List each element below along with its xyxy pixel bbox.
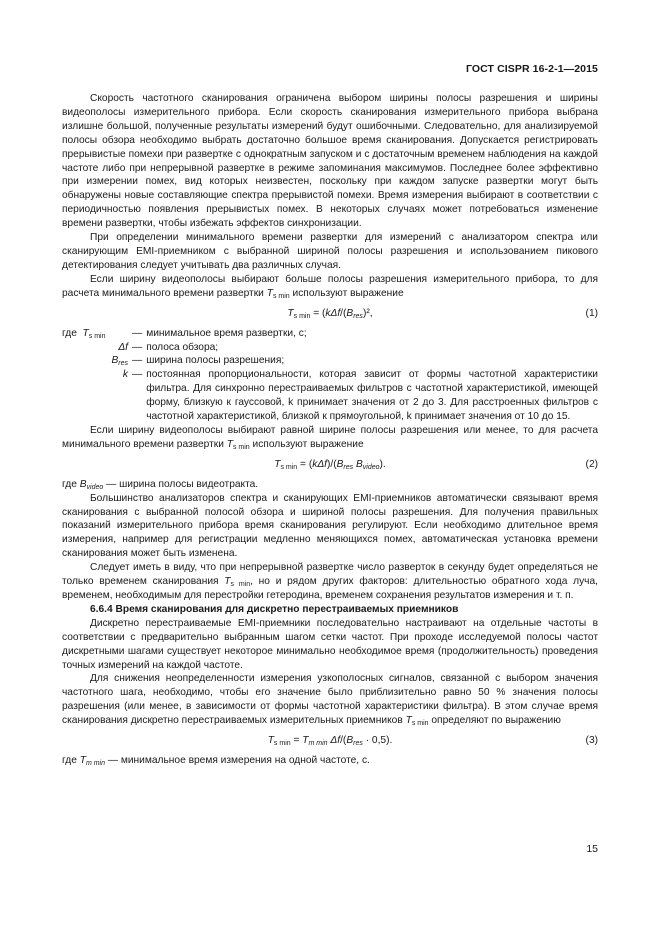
equation-2-formula: $T_{s min} = (k\Delta f)/(B_{res}$ $B_{video}$). [274, 458, 386, 471]
definition-item: где $T_{s min}$ — минимальное время развертки, с; [62, 327, 307, 340]
equation-1-number: (1) [585, 307, 598, 319]
paragraph: Дискретно перестраиваемые EMI-приемники последовательно настраивают на отдельные частоты в соответствии с предварительно выбранным шагом сетки частот. При проходе исследуемой полосы частот дискретными шагами существует некоторое минимально необходимое время (продолжительность) проведения точных измерений на каждой частоте. [62, 617, 598, 671]
definition-item: $B_{res}$ — ширина полосы разрешения; [111, 355, 285, 368]
equation-3-formula: $T_{s min} = T_{m min}$ $\Delta f/(B_{res} \cdot 0,5)$. [267, 735, 393, 748]
paragraph: Для снижения неопределенности измерения узкополосных сигналов, связанной с выбором значения частотного шага, необходимо, чтобы его значение было приблизительно равно 50 % значения полосы разрешения (или менее, в зависимости от формы частотной характеристики фильтра). В этом случае время сканирования дискретно перестраиваемых измерительных приемников $T_{s min}$ определяют по выражению [62, 673, 598, 728]
equation-3-number: (3) [585, 735, 598, 747]
paragraph: Следует иметь в виду, что при непрерывной развертке число разверток в секунду будет определяться не только временем сканирования $T_{s min}$, но и рядом других факторов: длительностью обратного хода луча, временем, необходимым для перестройки гетеродина, временем сохранения результатов измерения и т. п. [62, 562, 598, 601]
document-header: ГОСТ CISPR 16-2-1—2015 [465, 63, 598, 75]
equation-2 [62, 452, 598, 478]
paragraph: где $B_{video}$ — ширина полосы видеотракта. [62, 478, 259, 491]
definition-item: k — постоянная пропорциональности, которая зависит от формы частотной характеристики фильтра. Для синхронно перестраиваемых фильтров с частотной характеристикой, имеющей форму, близкую к гауссовой, k принимает значения от 2 до 3. Для расстроенных фильтров с частотной характеристикой, близкой к прямоугольной, k принимает значения от 10 до 15. [122, 369, 598, 423]
paragraph: Большинство анализаторов спектра и сканирующих EMI-приемников автоматически связывают время сканирования с выбранной полосой обзора и шириной полосы разрешения. Для получения правильных показаний измерительного прибора время сканирования регулируют. Если необходимо длительное время измерения, например для регистрации медленно меняющихся помех, автоматическая установка времени сканирования может быть изменена. [62, 492, 598, 560]
equation-2-number: (2) [585, 458, 598, 470]
equation-1 [62, 301, 598, 327]
equation-1-formula: $T_{s min} = (k\Delta f/(B_{res})^2$, [287, 307, 373, 320]
document-body [62, 92, 598, 768]
definition-item: Δf — полоса обзора; [118, 341, 219, 353]
definitions-list [62, 327, 598, 424]
paragraph: Если ширину видеополосы выбирают больше полосы разрешения измерительного прибора, то для расчета минимального времени развертки $T_{s min}$ используют выражение [62, 273, 598, 300]
paragraph: Если ширину видеополосы выбирают равной ширине полосы разрешения или менее, то для расчета минимального времени развертки $T_{s min}$ используют выражение [62, 424, 598, 451]
equation-3 [62, 728, 598, 754]
section-heading: 6.6.4 Время сканирования для дискретно перестраиваемых приемников [90, 603, 459, 615]
paragraph: где $T_{m min}$ — минимальное время измерения на одной частоте, с. [62, 755, 370, 768]
paragraph: При определении минимального времени развертки для измерений с анализатором спектра или сканирующим EMI-приемником с выбранной шириной полосы разрешения и использованием пикового детектирования следует учитывать два различных случая. [62, 232, 598, 271]
page-number: 15 [586, 843, 598, 855]
paragraph: Скорость частотного сканирования ограничена выбором ширины полосы разрешения и ширины видеополосы измерительного прибора. Если скорость сканирования измерительного прибора выбрана излишне большой, полученные результаты измерений будут ошибочными. Следовательно, для анализируемой полосы обзора необходимо выбрать достаточно большое время сканирования. Допускается регистрировать прерывистые помехи при развертке с однократным запуском и с достаточным временем наблюдения на каждой частоте либо при непрерывной развертке в режиме запоминания максимумов. Последнее более эффективно при измерении помех, вид которых неизвестен, поскольку при каждом запуске развертки могут быть обнаружены новые составляющие спектра прерывистой помехи. Время измерения выбирают в соответствии с периодичностью появления прерывистых помех. В некоторых случаях может потребоваться изменение времени развертки, чтобы избежать эффектов синхронизации. [62, 93, 598, 230]
